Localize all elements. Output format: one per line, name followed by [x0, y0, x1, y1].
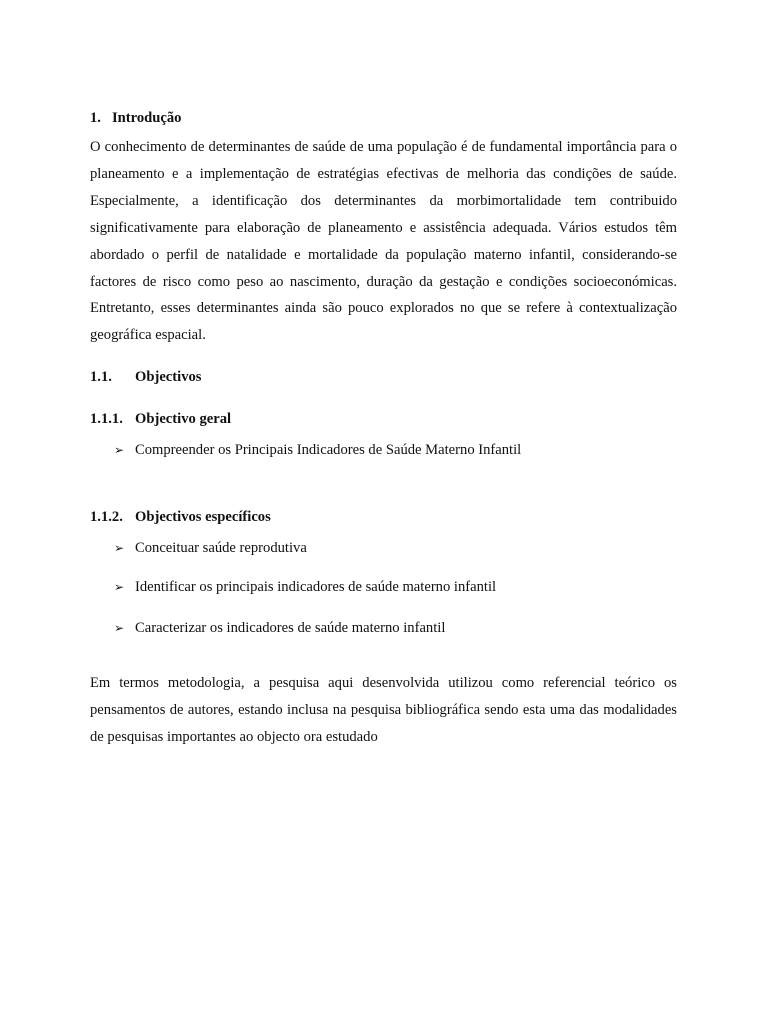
arrowhead-bullet-icon: ➢ — [114, 580, 125, 594]
heading-title: Objectivos — [135, 369, 202, 385]
heading-objectivos-especificos — [90, 509, 271, 526]
list-item-text: Compreender os Principais Indicadores de Saúde Materno Infantil — [135, 442, 522, 458]
list-item — [114, 620, 445, 637]
heading-number: 1. — [90, 110, 101, 126]
list-item-text: Caracterizar os indicadores de saúde materno infantil — [135, 620, 446, 636]
arrowhead-bullet-icon: ➢ — [114, 621, 125, 635]
intro-paragraph: O conhecimento de determinantes de saúde de uma população é de fundamental importância para o planeamento e a implementação de estratégias efectivas de melhoria das condições de saúde. Especialmente, a identificação dos determinantes da morbimortalidade tem contribuido significativamente para elaboração de planeamento e assistência adequada. Vários estudos têm abordado o perfil de natalidade e mortalidade da população materno infantil, considerando-se factores de risco como peso ao nascimento, duração da gestação e condições socioeconómicas. Entretanto, esses determinantes ainda são pouco explorados no que se refere à contextualização geográfica espacial. — [90, 139, 677, 344]
heading-title: Objectivos específicos — [135, 509, 271, 525]
heading-number: 1.1.2. — [90, 509, 123, 525]
list-item-text: Identificar os principais indicadores de saúde materno infantil — [135, 579, 497, 595]
heading-title: Objectivo geral — [135, 411, 232, 427]
heading-title: Introdução — [112, 110, 182, 126]
list-item — [114, 579, 496, 596]
methodology-paragraph: Em termos metodologia, a pesquisa aqui desenvolvida utilizou como referencial teórico os pensamentos de autores, estando inclusa na pesquisa bibliográfica sendo esta uma das modalidades de pesquisas importantes ao objecto ora estudado — [90, 675, 677, 745]
heading-objectivos — [90, 369, 202, 386]
heading-introducao — [90, 110, 182, 127]
list-item — [114, 442, 521, 459]
arrowhead-bullet-icon: ➢ — [114, 443, 125, 457]
heading-objectivo-geral — [90, 411, 232, 428]
heading-number: 1.1. — [90, 369, 112, 385]
arrowhead-bullet-icon: ➢ — [114, 541, 125, 555]
list-item-text: Conceituar saúde reprodutiva — [135, 540, 307, 556]
list-item — [114, 540, 307, 557]
heading-number: 1.1.1. — [90, 411, 123, 427]
